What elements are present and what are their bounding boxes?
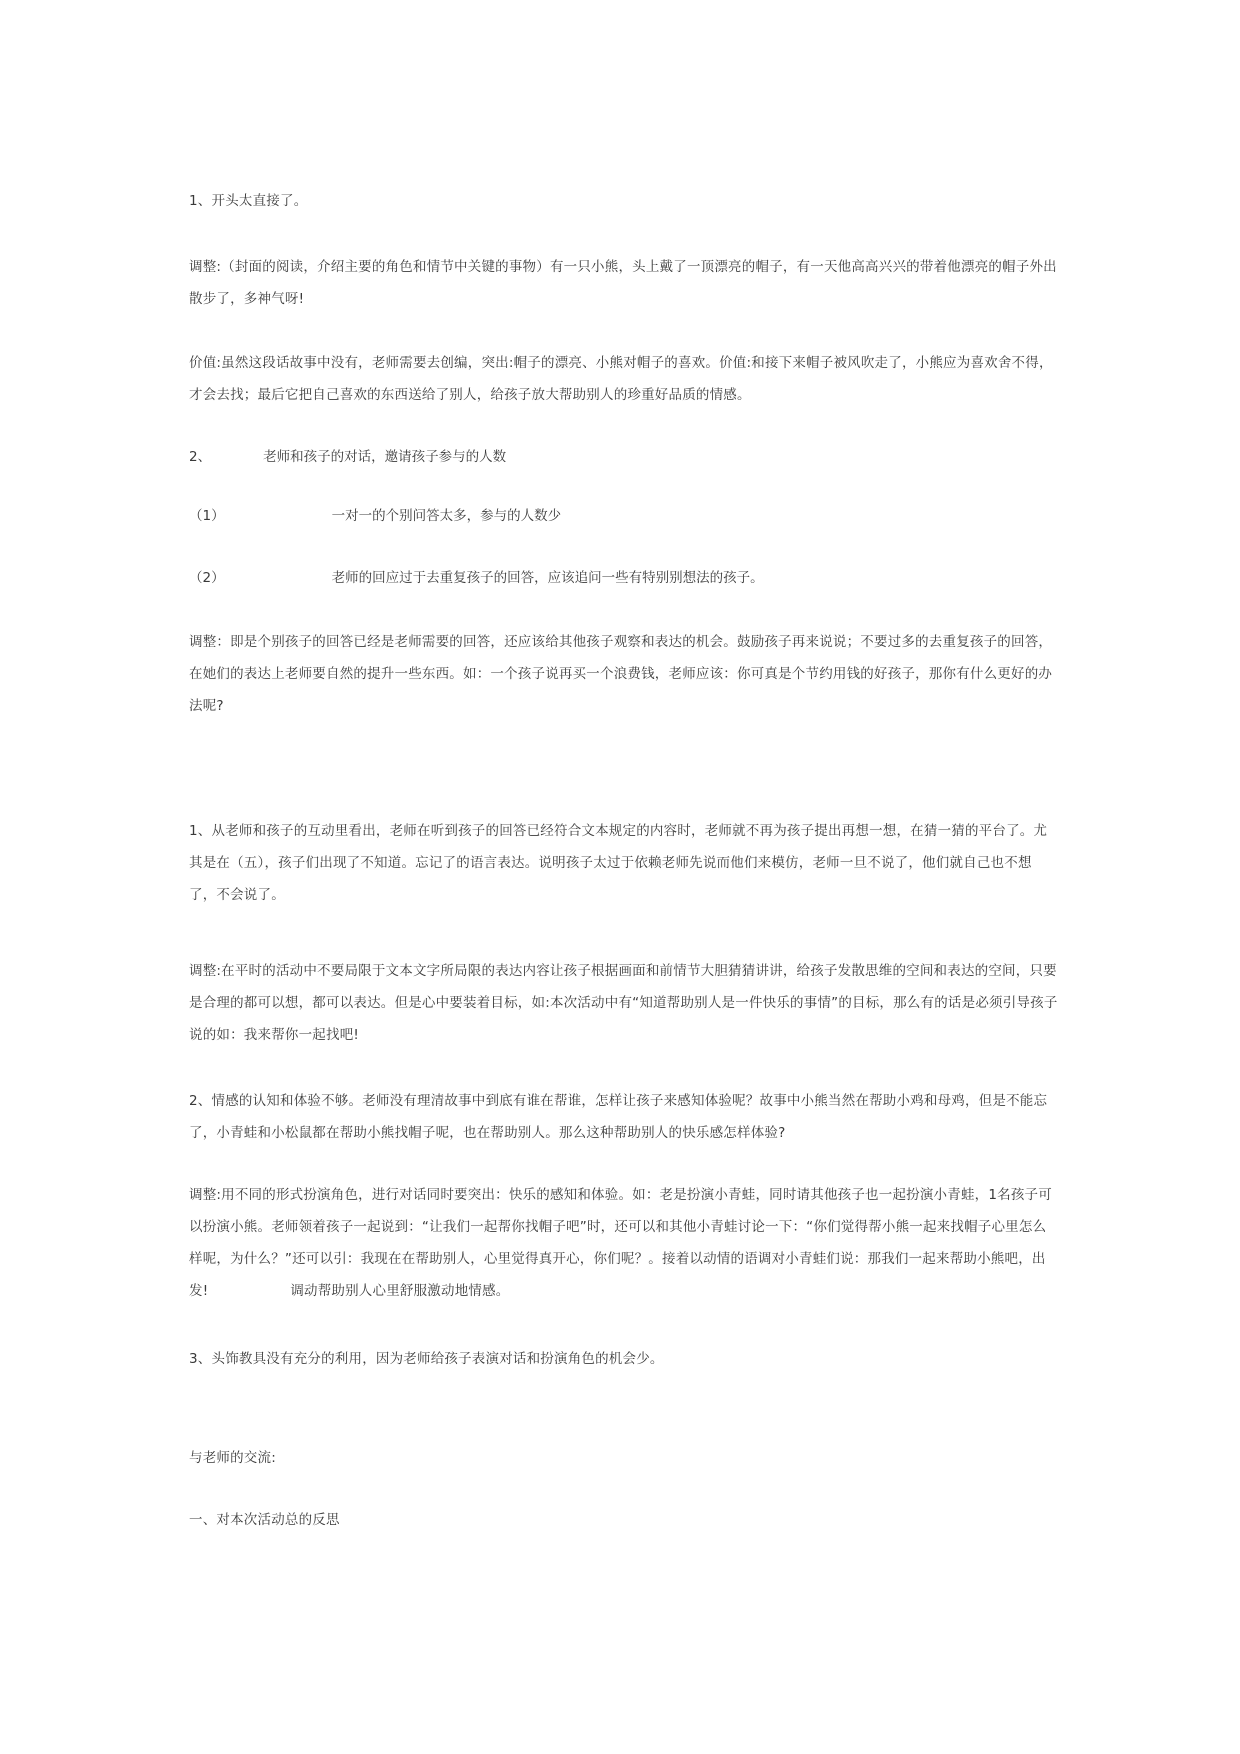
paragraph-observation-2: 2、情感的认知和体验不够。老师没有理清故事中到底有谁在帮谁，怎样让孩子来感知体验呢？故事中小熊当然在帮助小鸡和母鸡，但是不能忘了，小青蛙和小松鼠都在帮助小熊找帽子呢，也在帮助别人。那么这种帮助别人的快乐感怎样体验? [189,1093,1048,1141]
section-heading-exchange: 与老师的交流: [189,1450,276,1466]
list-text: 一对一的个别问答太多，参与的人数少 [331,508,562,524]
paragraph-observation-1: 1、从老师和孩子的互动里看出，老师在听到孩子的回答已经符合文本规定的内容时，老师就不再为孩子提出再想一想，在猜一猜的平台了。尤其是在（五），孩子们出现了不知道。忘记了的语言表达。说明孩子太过于依赖老师先说而他们来模仿，老师一旦不说了，他们就自己也不想了，不会说了。 [189,823,1048,903]
list-number: （2） [189,570,225,586]
list-text: 老师和孩子的对话，邀请孩子参与的人数 [263,449,507,465]
list-number: （1） [189,508,225,524]
paragraph-adjustment-1: 调整:（封面的阅读，介绍主要的角色和情节中关键的事物）有一只小熊，头上戴了一顶漂亮的帽子，有一天他高高兴兴的带着他漂亮的帽子外出散步了，多神气呀! [189,259,1057,307]
list-number: 2、 [189,449,212,465]
sub-item-1 [189,500,561,532]
paragraph-adjustment-2: 调整：即是个别孩子的回答已经是老师需要的回答，还应该给其他孩子观察和表达的机会。鼓励孩子再来说说；不要过多的去重复孩子的回答，在她们的表达上老师要自然的提升一些东西。如：一个孩子说再买一个浪费钱，老师应该：你可真是个节约用钱的好孩子，那你有什么更好的办法呢? [189,634,1053,714]
adjustment-emphasis: 调动帮助别人心里舒服激动地情感。 [290,1283,510,1299]
list-text: 老师的回应过于去重复孩子的回答，应该追问一些有特别别想法的孩子。 [331,570,764,586]
section-heading-reflection: 一、对本次活动总的反思 [189,1512,340,1528]
adjustment-text: 调整:用不同的形式扮演角色，进行对话同时要突出：快乐的感知和体验。如：老是扮演小青蛙，同时请其他孩子也一起扮演小青蛙，1名孩子可以扮演小熊。老师领着孩子一起说到：“让我们一起帮你找帽子吧”时，还可以和其他小青蛙讨论一下：“你们觉得帮小熊一起来找帽子心里怎么样呢，为什么？”还可以引：我现在在帮助别人，心里觉得真开心，你们呢？。接着以动情的语调对小青蛙们说：那我们一起来帮助小熊吧，出发! [189,1187,1052,1299]
paragraph-issue-2 [189,441,506,473]
paragraph-value: 价值:虽然这段话故事中没有，老师需要去创编，突出:帽子的漂亮、小熊对帽子的喜欢。价值:和接下来帽子被风吹走了，小熊应为喜欢舍不得，才会去找；最后它把自己喜欢的东西送给了别人，给孩子放大帮助别人的珍重好品质的情感。 [189,355,1053,403]
sub-item-2 [189,562,764,594]
paragraph-adjustment-4 [189,1179,1059,1307]
paragraph-adjustment-3: 调整:在平时的活动中不要局限于文本文字所局限的表达内容让孩子根据画面和前情节大胆猜猜讲讲，给孩子发散思维的空间和表达的空间，只要是合理的都可以想，都可以表达。但是心中要装着目标，如:本次活动中有“知道帮助别人是一件快乐的事情”的目标，那么有的话是必须引导孩子说的如：我来帮你一起找吧! [189,963,1058,1043]
paragraph-issue-1: 1、开头太直接了。 [189,193,308,209]
paragraph-observation-3: 3、头饰教具没有充分的利用，因为老师给孩子表演对话和扮演角色的机会少。 [189,1351,664,1367]
